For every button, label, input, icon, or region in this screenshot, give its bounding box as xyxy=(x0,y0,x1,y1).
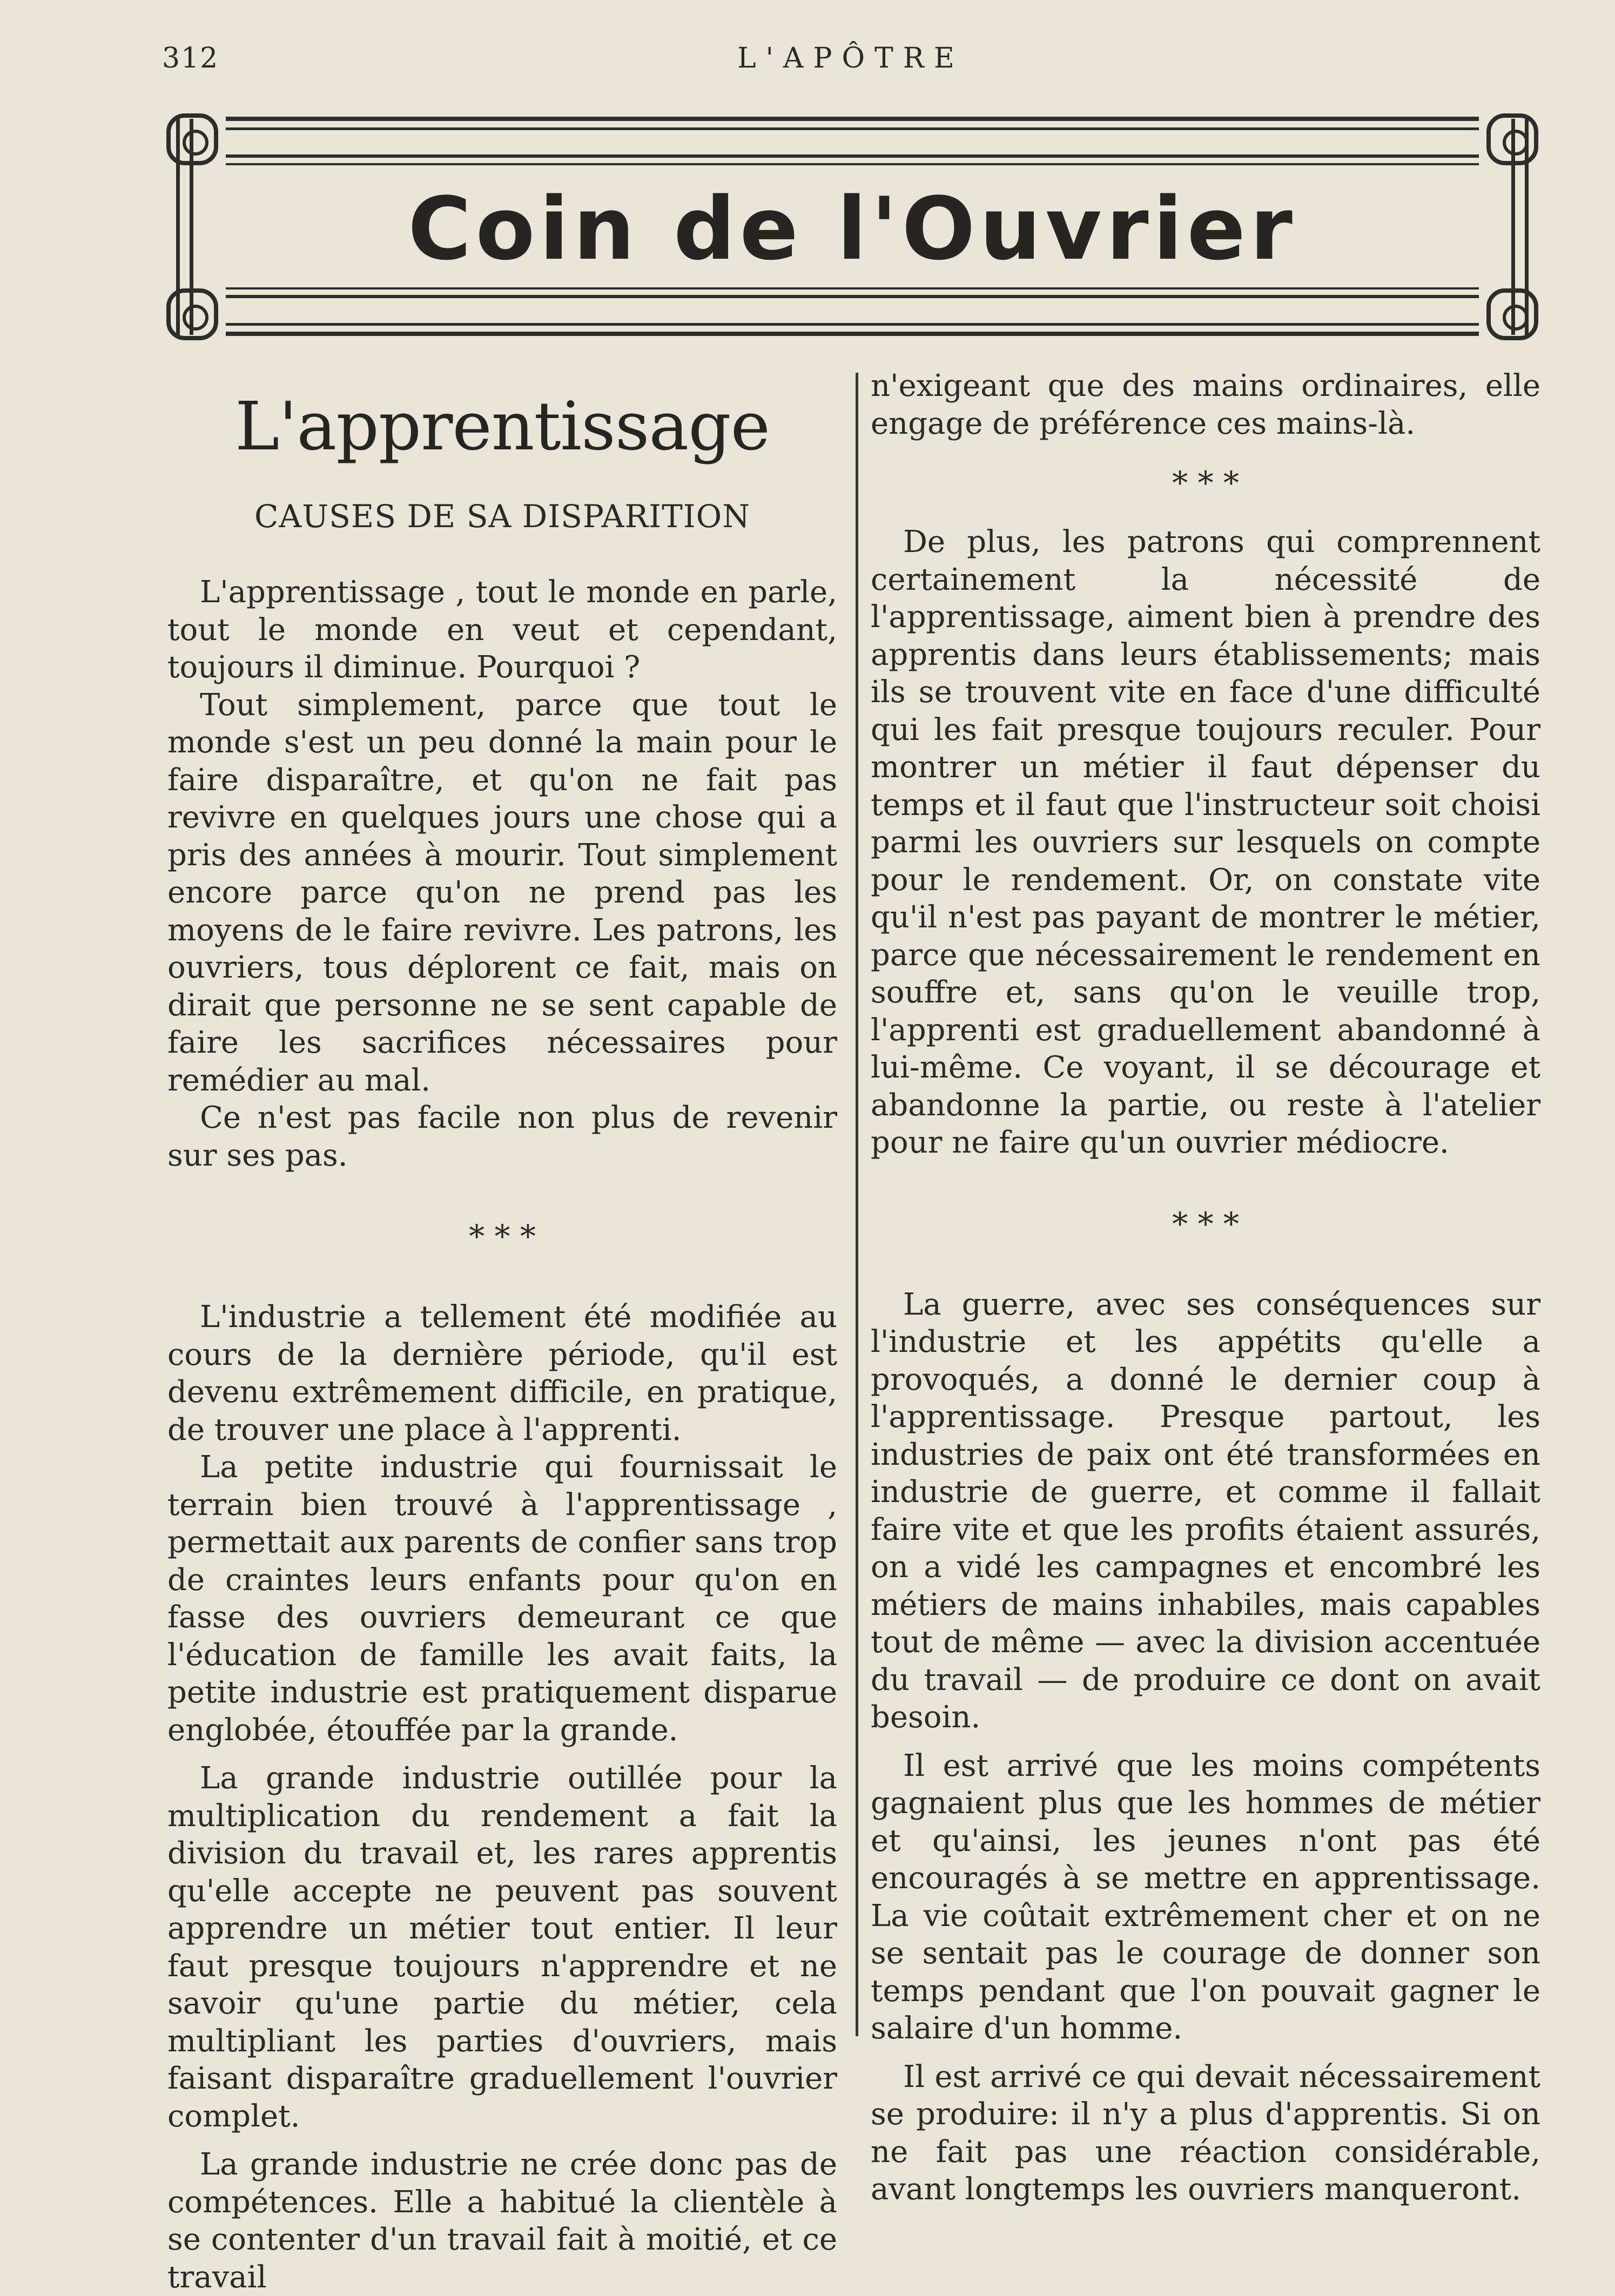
paragraph: La petite industrie qui fournissait le terrain bien trouvé à l'apprentissage , permettait aux parents de confier sans trop de craintes leurs enfants pour qu'on en fasse des ouvriers demeurant ce que l'éducation de famille les avait faits, la petite industrie est pratiquement disparue englobée, étouffée par la grande. xyxy=(167,1450,837,1748)
banner-rule xyxy=(226,332,1479,336)
left-column xyxy=(167,367,837,2296)
section-separator: * * * xyxy=(1172,464,1239,501)
paragraph: La grande industrie ne crée donc pas de compétences. Elle a habitué la clientèle à se contenter d'un travail fait à moitié, et ce travail xyxy=(167,2147,837,2295)
column-divider xyxy=(856,373,858,2036)
article-subtitle: CAUSES DE SA DISPARITION xyxy=(254,498,750,535)
section-separator: * * * xyxy=(1172,1205,1239,1242)
section-separator: * * * xyxy=(469,1218,536,1255)
paragraph: Ce n'est pas facile non plus de revenir sur ses pas. xyxy=(167,1100,837,1173)
running-head xyxy=(162,42,1491,75)
paragraph: La grande industrie outillée pour la multiplication du rendement a fait la division du travail et, les rares apprentis qu'elle accepte ne peuvent pas souvent apprendre un métier tout entier. Il leur faut presque toujours n'apprendre et ne savoir qu'une partie du métier, cela multipliant les parties d'ouvriers, mais faisant disparaître graduellement l'ouvrier complet. xyxy=(167,1761,837,2134)
page-number: 312 xyxy=(162,42,219,75)
banner-rule xyxy=(226,287,1479,289)
banner-rule xyxy=(226,295,1479,298)
ornament-icon xyxy=(166,113,218,165)
banner-title: Coin de l'Ouvrier xyxy=(408,178,1297,279)
banner-rule xyxy=(226,163,1479,165)
paragraph: La guerre, avec ses conséquences sur l'industrie et les appétits qu'elle a provoqués, a donné le dernier coup à l'apprentissage. Presque partout, les industries de paix ont été transformées en industrie de guerre, et comme il fallait faire vite et que les profits étaient assurés, on a vidé les campagnes et encombré les métiers de mains inhabiles, mais capables tout de même — avec la division accentuée du travail — de produire ce dont on avait besoin. xyxy=(871,1287,1540,1735)
paragraph: n'exigeant que des mains ordinaires, elle engage de préférence ces mains-là. xyxy=(871,368,1540,441)
banner-rule xyxy=(226,323,1479,326)
ornament-icon xyxy=(166,288,218,340)
paragraph: Tout simplement, parce que tout le monde s'est un peu donné la main pour le faire disparaître, et qu'on ne fait pas revivre en quelques jours une chose qui a pris des années à mourir. Tout simplement encore parce qu'on ne prend pas les moyens de le faire revivre. Les patrons, les ouvriers, tous déplorent ce fait, mais on dirait que personne ne se sent capable de faire les sacrifices nécessaires pour remédier au mal. xyxy=(167,687,837,1098)
banner-rule xyxy=(226,117,1479,121)
ornament-icon xyxy=(1486,288,1538,340)
paragraph: L'apprentissage , tout le monde en parle, tout le monde en veut et cependant, toujours il diminue. Pourquoi ? xyxy=(167,575,837,685)
paragraph: Il est arrivé ce qui devait nécessairement se produire: il n'y a plus d'apprentis. Si on ne fait pas une réaction considérable, avant longtemps les ouvriers manqueront. xyxy=(871,2059,1540,2207)
paragraph: Il est arrivé que les moins compétents gagnaient plus que les hommes de métier et qu'ainsi, les jeunes n'ont pas été encouragés à se mettre en apprentissage. La vie coûtait extrêmement cher et on ne se sentait pas le courage de donner son temps pendant que l'on pouvait gagner le salaire d'un homme. xyxy=(871,1748,1540,2046)
paragraph: L'industrie a tellement été modifiée au cours de la dernière période, qu'il est devenu extrêmement difficile, en pratique, de trouver une place à l'apprenti. xyxy=(167,1300,837,1447)
banner-rule xyxy=(226,127,1479,130)
article-title: L'apprentissage xyxy=(234,388,770,466)
section-banner xyxy=(166,113,1538,340)
paragraph: De plus, les patrons qui comprennent certainement la nécessité de l'apprentissage, aiment bien à prendre des apprentis dans leurs établissements; mais ils se trouvent vite en face d'une difficulté qui les fait presque toujours reculer. Pour montrer un métier il faut dépenser du temps et il faut que l'instructeur soit choisi parmi les ouvriers sur lesquels on compte pour le rendement. Or, on constate vite qu'il n'est pas payant de montrer le métier, parce que nécessairement le rendement en souffre et, sans qu'on le veuille trop, l'apprenti est graduellement abandonné à lui-même. Ce voyant, il se décourage et abandonne la partie, ou reste à l'atelier pour ne faire qu'un ouvrier médiocre. xyxy=(871,524,1540,1160)
ornament-icon xyxy=(1486,113,1538,165)
banner-rule xyxy=(226,154,1479,158)
journal-name: L'APÔTRE xyxy=(737,42,964,75)
right-column xyxy=(871,367,1540,2209)
